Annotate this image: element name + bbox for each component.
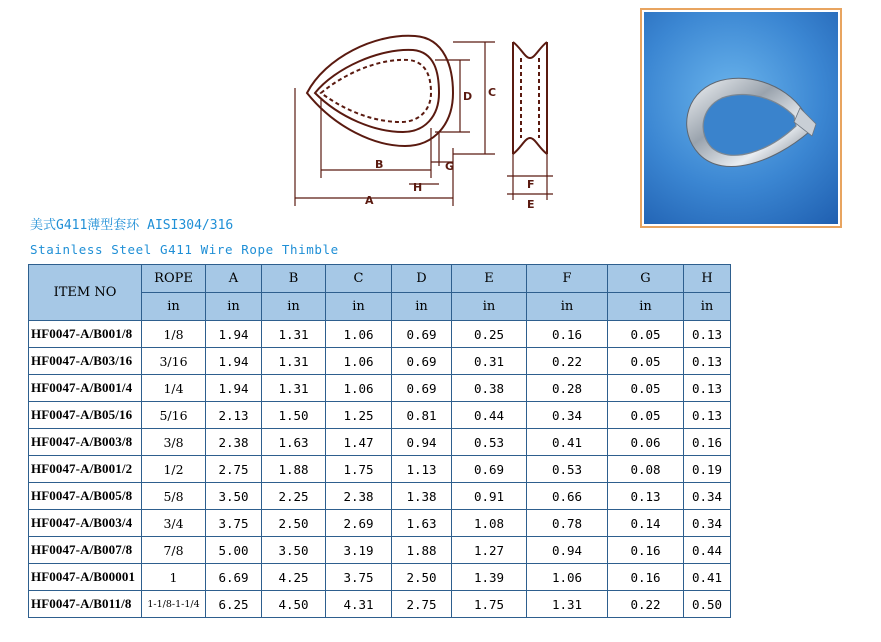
dimension-cell: 0.44 [684,537,731,564]
item-number-cell: HF0047-A/B05/16 [29,402,142,429]
dimension-label-c: C [488,86,497,99]
dimension-cell: 0.34 [684,510,731,537]
rope-size-cell: 3/4 [142,510,206,537]
item-number-cell: HF0047-A/B001/2 [29,456,142,483]
dimension-cell: 0.05 [608,321,684,348]
thimble-dimension-drawing [285,28,585,213]
dimension-cell: 1.27 [452,537,527,564]
table-row [29,375,731,402]
dimension-cell: 2.25 [262,483,326,510]
dimension-cell: 0.94 [527,537,608,564]
column-header-g: G [608,265,684,293]
dimension-cell: 2.38 [206,429,262,456]
dimension-cell: 1.38 [392,483,452,510]
dimension-cell: 0.34 [684,483,731,510]
product-photo-frame [640,8,842,228]
dimension-cell: 4.50 [262,591,326,618]
product-title-english: Stainless Steel G411 Wire Rope Thimble [30,242,339,257]
dimension-cell: 0.41 [527,429,608,456]
column-header-f: F [527,265,608,293]
table-row [29,591,731,618]
dimension-cell: 1.39 [452,564,527,591]
dimension-cell: 4.31 [326,591,392,618]
dimension-cell: 3.50 [262,537,326,564]
unit-cell: in [684,293,731,321]
dimension-cell: 1.31 [262,375,326,402]
dimension-label-g: G [445,160,455,173]
dimension-cell: 1.31 [527,591,608,618]
dimension-label-d: D [463,90,473,103]
item-number-cell: HF0047-A/B011/8 [29,591,142,618]
dimension-label-f: F [527,178,535,191]
table-row [29,483,731,510]
rope-size-cell: 1/8 [142,321,206,348]
item-number-cell: HF0047-A/B003/8 [29,429,142,456]
dimension-cell: 2.50 [392,564,452,591]
dimension-cell: 0.78 [527,510,608,537]
dimension-cell: 0.28 [527,375,608,402]
table-row [29,456,731,483]
dimension-cell: 1.88 [392,537,452,564]
table-row [29,402,731,429]
dimension-cell: 0.94 [392,429,452,456]
table-row [29,348,731,375]
item-number-cell: HF0047-A/B001/4 [29,375,142,402]
dimension-cell: 0.69 [392,321,452,348]
dimension-cell: 1.06 [326,375,392,402]
rope-size-cell: 5/16 [142,402,206,429]
table-body [29,321,731,618]
dimension-cell: 0.22 [608,591,684,618]
rope-size-cell: 7/8 [142,537,206,564]
table-row [29,321,731,348]
dimension-cell: 0.50 [684,591,731,618]
dimension-cell: 0.13 [684,375,731,402]
dimension-cell: 0.66 [527,483,608,510]
rope-size-cell: 1 [142,564,206,591]
dimension-cell: 2.69 [326,510,392,537]
dimension-cell: 2.75 [206,456,262,483]
dimension-cell: 0.69 [392,375,452,402]
dimension-cell: 0.16 [684,429,731,456]
table-row [29,429,731,456]
dimension-cell: 1.08 [452,510,527,537]
dimension-cell: 0.25 [452,321,527,348]
dimension-cell: 0.16 [608,564,684,591]
product-title-chinese: 美式G411薄型套环 AISI304/316 [30,218,234,233]
dimension-cell: 1.75 [326,456,392,483]
rope-size-cell: 5/8 [142,483,206,510]
table-header-row [29,265,731,293]
table-row [29,564,731,591]
unit-cell: in [392,293,452,321]
dimension-cell: 0.81 [392,402,452,429]
unit-cell: in [527,293,608,321]
rope-size-cell: 3/16 [142,348,206,375]
item-number-cell: HF0047-A/B03/16 [29,348,142,375]
dimension-cell: 0.13 [684,402,731,429]
unit-cell: in [326,293,392,321]
dimension-cell: 1.47 [326,429,392,456]
column-header-b: B [262,265,326,293]
dimension-cell: 0.13 [684,348,731,375]
dimension-label-b: B [375,158,384,171]
item-number-cell: HF0047-A/B00001 [29,564,142,591]
dimension-cell: 0.53 [527,456,608,483]
rope-size-cell: 3/8 [142,429,206,456]
dimension-cell: 0.69 [452,456,527,483]
dimension-cell: 3.19 [326,537,392,564]
dimension-cell: 2.13 [206,402,262,429]
table-row [29,510,731,537]
unit-cell: in [452,293,527,321]
dimension-cell: 0.91 [452,483,527,510]
dimension-cell: 0.05 [608,348,684,375]
dimension-cell: 1.50 [262,402,326,429]
dimension-cell: 1.06 [326,348,392,375]
dimension-cell: 0.05 [608,375,684,402]
table-row [29,537,731,564]
dimension-cell: 4.25 [262,564,326,591]
dimension-cell: 1.63 [392,510,452,537]
dimension-cell: 1.94 [206,348,262,375]
dimension-cell: 3.50 [206,483,262,510]
dimension-cell: 0.53 [452,429,527,456]
dimension-label-e: E [527,198,535,211]
dimension-cell: 2.50 [262,510,326,537]
dimension-cell: 3.75 [326,564,392,591]
item-number-cell: HF0047-A/B007/8 [29,537,142,564]
dimension-cell: 0.69 [392,348,452,375]
dimension-cell: 0.06 [608,429,684,456]
item-number-cell: HF0047-A/B003/4 [29,510,142,537]
unit-cell: in [262,293,326,321]
dimension-cell: 6.69 [206,564,262,591]
column-header-e: E [452,265,527,293]
dimension-cell: 1.75 [452,591,527,618]
dimension-cell: 0.13 [608,483,684,510]
dimension-cell: 1.31 [262,348,326,375]
dimension-cell: 0.34 [527,402,608,429]
thimble-photo-graphic [644,12,838,224]
unit-cell: in [206,293,262,321]
dimension-cell: 0.16 [608,537,684,564]
rope-size-cell: 1-1/8-1-1/4 [142,591,206,618]
dimension-label-h: H [413,181,423,194]
dimension-cell: 0.14 [608,510,684,537]
item-number-cell: HF0047-A/B005/8 [29,483,142,510]
dimension-cell: 0.16 [527,321,608,348]
dimension-cell: 0.41 [684,564,731,591]
dimension-cell: 0.31 [452,348,527,375]
dimension-cell: 0.08 [608,456,684,483]
dimension-cell: 1.25 [326,402,392,429]
dimension-cell: 1.94 [206,321,262,348]
column-header-h: H [684,265,731,293]
unit-cell: in [142,293,206,321]
dimension-cell: 6.25 [206,591,262,618]
product-photo [644,12,838,224]
dimension-cell: 0.13 [684,321,731,348]
specification-table [28,264,731,618]
dimension-cell: 1.63 [262,429,326,456]
item-number-cell: HF0047-A/B001/8 [29,321,142,348]
dimension-cell: 2.75 [392,591,452,618]
column-header-a: A [206,265,262,293]
dimension-label-a: A [365,194,374,207]
dimension-cell: 0.38 [452,375,527,402]
dimension-cell: 1.94 [206,375,262,402]
column-header-item-no: ITEM NO [29,265,142,321]
dimension-cell: 0.19 [684,456,731,483]
column-header-c: C [326,265,392,293]
dimension-cell: 0.22 [527,348,608,375]
dimension-cell: 1.06 [527,564,608,591]
dimension-cell: 0.05 [608,402,684,429]
rope-size-cell: 1/2 [142,456,206,483]
dimension-cell: 1.88 [262,456,326,483]
dimension-cell: 1.13 [392,456,452,483]
dimension-cell: 2.38 [326,483,392,510]
dimension-cell: 1.06 [326,321,392,348]
unit-cell: in [608,293,684,321]
rope-size-cell: 1/4 [142,375,206,402]
dimension-cell: 1.31 [262,321,326,348]
dimension-cell: 3.75 [206,510,262,537]
column-header-d: D [392,265,452,293]
dimension-cell: 5.00 [206,537,262,564]
column-header-rope: ROPE [142,265,206,293]
dimension-cell: 0.44 [452,402,527,429]
